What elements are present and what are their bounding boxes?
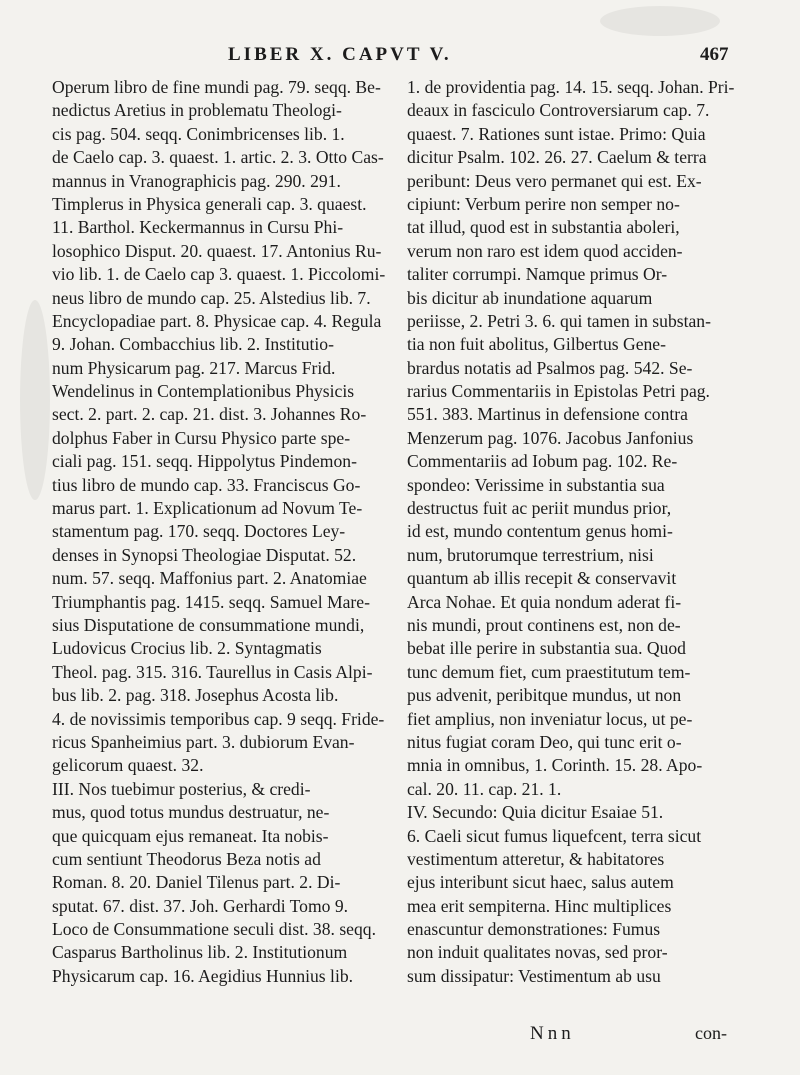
text-line: marus part. 1. Explicationum ad Novum Te- (52, 498, 363, 519)
page-stain (600, 6, 720, 36)
text-line: cipiunt: Verbum perire non semper no- (407, 193, 680, 214)
text-line: Theol. pag. 315. 316. Taurellus in Casis Alpi- (52, 661, 373, 682)
catchword: con- (695, 1023, 727, 1043)
text-line: 4. de novissimis temporibus cap. 9 seqq. Fride- (52, 708, 385, 729)
text-line: mnia in omnibus, 1. Corinth. 15. 28. Apo- (407, 755, 703, 776)
text-line: Loco de Consummatione seculi dist. 38. seqq. (52, 919, 376, 940)
text-line: nis mundi, prout continens est, non de- (407, 614, 681, 635)
right-column (407, 76, 759, 988)
text-line: 551. 383. Martinus in defensione contra (407, 404, 688, 425)
text-line: III. Nos tuebimur posterius, & credi- (52, 778, 311, 799)
text-line: bebat ille perire in substantia sua. Quod (407, 638, 686, 659)
page-footer (0, 1023, 800, 1053)
text-line: mus, quod totus mundus destruatur, ne- (52, 802, 330, 823)
text-line: id est, mundo contentum genus homi- (407, 521, 673, 542)
text-line: Arca Nohae. Et quia nondum aderat fi- (407, 591, 682, 612)
text-line: Operum libro de fine mundi pag. 79. seqq. Be- (52, 77, 381, 97)
text-line: brardus notatis ad Psalmos pag. 542. Se- (407, 357, 693, 378)
text-line: tius libro de mundo cap. 33. Franciscus Go- (52, 474, 361, 495)
text-line: de Caelo cap. 3. quaest. 1. artic. 2. 3. Otto Cas- (52, 147, 384, 168)
text-line: rarius Commentariis in Epistolas Petri pag. (407, 381, 710, 402)
text-line: num Physicarum pag. 217. Marcus Frid. (52, 357, 336, 378)
text-line: quaest. 7. Rationes sunt istae. Primo: Quia (407, 123, 706, 144)
text-line: dicitur Psalm. 102. 26. 27. Caelum & terra (407, 147, 707, 168)
text-line: spondeo: Verissime in substantia sua (407, 474, 665, 495)
text-line: losophico Disput. 20. quaest. 17. Antonius Ru- (52, 240, 382, 261)
text-line: Timplerus in Physica generali cap. 3. quaest. (52, 193, 367, 214)
text-line: bus lib. 2. pag. 318. Josephus Acosta lib. (52, 685, 339, 706)
left-column (52, 76, 397, 988)
text-line: tia non fuit abolitus, Gilbertus Gene- (407, 334, 666, 355)
text-line: stamentum pag. 170. seqq. Doctores Ley- (52, 521, 346, 542)
text-line: tat illud, quod est in substantia aboleri, (407, 217, 680, 238)
text-line: neus libro de mundo cap. 25. Alstedius lib. 7. (52, 287, 371, 308)
text-line: verum non raro est idem quod acciden- (407, 240, 683, 261)
text-line: IV. Secundo: Quia dicitur Esaiae 51. (407, 802, 664, 823)
text-line: taliter corrumpi. Namque primus Or- (407, 264, 668, 285)
text-line: 1. de providentia pag. 14. 15. seqq. Johan. Pri- (407, 77, 735, 97)
text-line: gelicorum quaest. 32. (52, 755, 204, 776)
text-line: dolphus Faber in Cursu Physico parte spe- (52, 427, 351, 448)
text-line: destructus fuit ac periit mundus prior, (407, 498, 672, 519)
text-line: periisse, 2. Petri 3. 6. qui tamen in substan- (407, 310, 711, 331)
text-line: mea erit sempiterna. Hinc multiplices (407, 895, 672, 916)
text-line: denses in Synopsi Theologiae Disputat. 52. (52, 544, 357, 565)
text-line: quantum ab illis recepit & conservavit (407, 568, 677, 589)
running-head: LIBER X. CAPVT V. (228, 44, 452, 65)
text-line: Roman. 8. 20. Daniel Tilenus part. 2. Di- (52, 872, 341, 893)
text-line: bis dicitur ab inundatione aquarum (407, 287, 653, 308)
page-header (0, 38, 800, 72)
text-line: ciali pag. 151. seqq. Hippolytus Pindemon- (52, 451, 357, 472)
text-line: vestimentum atteretur, & habitatores (407, 848, 665, 869)
text-line: Encyclopadiae part. 8. Physicae cap. 4. Regula (52, 310, 382, 331)
text-line: ejus interibunt sicut haec, salus autem (407, 872, 674, 893)
text-line: peribunt: Deus vero permanet qui est. Ex- (407, 170, 702, 191)
text-line: num. 57. seqq. Maffonius part. 2. Anatomiae (52, 568, 367, 589)
text-line: 11. Barthol. Keckermannus in Cursu Phi- (52, 217, 344, 238)
text-line: Triumphantis pag. 1415. seqq. Samuel Mare- (52, 591, 370, 612)
text-line: deaux in fasciculo Controversiarum cap. 7. (407, 100, 710, 121)
text-line: non induit qualitates novas, sed pror- (407, 942, 668, 963)
text-line: 6. Caeli sicut fumus liquefcent, terra sicut (407, 825, 702, 846)
text-line: enascuntur demonstrationes: Fumus (407, 919, 661, 940)
text-line: Ludovicus Crocius lib. 2. Syntagmatis (52, 638, 322, 659)
text-line: nitus fugiat coram Deo, qui tunc erit o- (407, 731, 682, 752)
page-stain (20, 300, 50, 500)
text-line: ricus Spanheimius part. 3. dubiorum Evan- (52, 731, 355, 752)
text-line: Casparus Bartholinus lib. 2. Institutionum (52, 942, 348, 963)
text-line: 9. Johan. Combacchius lib. 2. Institutio- (52, 334, 334, 355)
text-line: fiet amplius, non inveniatur locus, ut pe- (407, 708, 693, 729)
text-line: mannus in Vranographicis pag. 290. 291. (52, 170, 341, 191)
text-line: sum dissipatur: Vestimentum ab usu (407, 965, 661, 986)
text-line: num, brutorumque terrestrium, nisi (407, 544, 654, 565)
text-line: Wendelinus in Contemplationibus Physicis (52, 381, 355, 402)
text-line: Physicarum cap. 16. Aegidius Hunnius lib. (52, 965, 354, 986)
text-line: cal. 20. 11. cap. 21. 1. (407, 778, 562, 799)
text-line: que quicquam ejus remaneat. Ita nobis- (52, 825, 329, 846)
text-line: sius Disputatione de consummatione mundi, (52, 614, 365, 635)
text-line: Menzerum pag. 1076. Jacobus Janfonius (407, 427, 694, 448)
text-line: sputat. 67. dist. 37. Joh. Gerhardi Tomo 9. (52, 895, 349, 916)
signature-mark: Nnn (530, 1023, 575, 1044)
text-line: cis pag. 504. seqq. Conimbricenses lib. 1. (52, 123, 345, 144)
text-line: Commentariis ad Iobum pag. 102. Re- (407, 451, 678, 472)
text-line: nedictus Aretius in problematu Theologi- (52, 100, 342, 121)
text-line: sect. 2. part. 2. cap. 21. dist. 3. Johannes Ro- (52, 404, 367, 425)
text-line: tunc demum fiet, cum praestitutum tem- (407, 661, 691, 682)
text-line: cum sentiunt Theodorus Beza notis ad (52, 848, 321, 869)
text-line: pus advenit, peribitque mundus, ut non (407, 685, 682, 706)
text-line: vio lib. 1. de Caelo cap 3. quaest. 1. Piccolomi- (52, 264, 386, 285)
page-number: 467 (700, 44, 729, 65)
